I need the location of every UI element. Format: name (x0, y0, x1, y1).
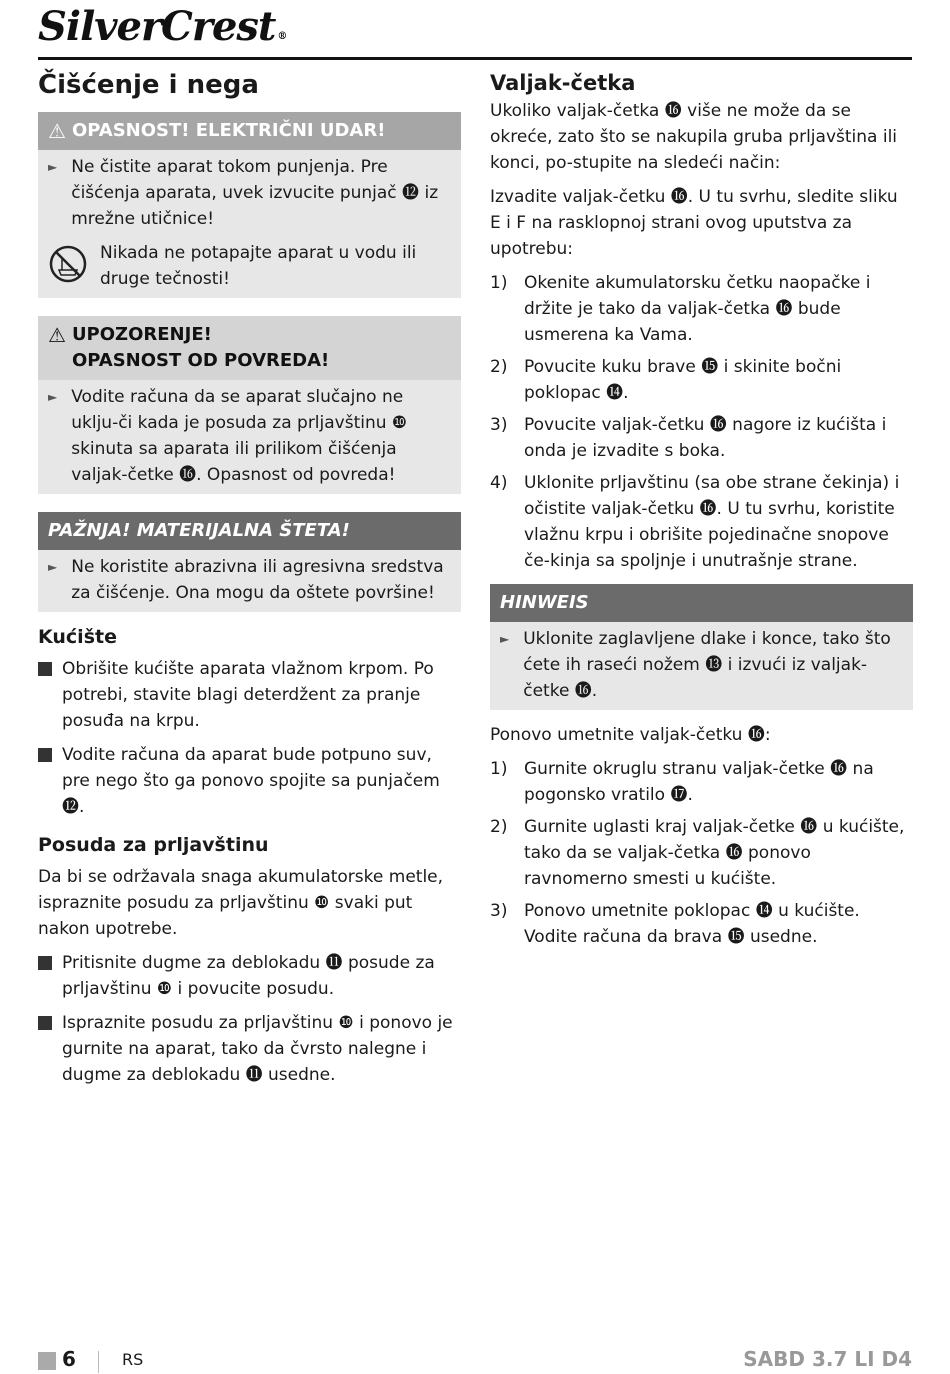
square-bullet-icon (38, 956, 52, 970)
arrow-bullet-icon: ► (48, 160, 58, 174)
list-item: 1) Gurnite okruglu stranu valjak-četke ⓰ na pogonsko vratilo ⓱. (490, 759, 874, 805)
warning-box (38, 316, 461, 494)
warning-triangle-icon: ⚠ (48, 119, 66, 143)
list-item: 1) Okenite akumulatorsku četku naopačke i držite je tako da valjak-četka ⓰ bude usmerena ka Vama. (490, 273, 871, 345)
footer-divider (98, 1351, 99, 1373)
paragraph: Ponovo umetnite valjak-četku ⓰: (490, 725, 771, 745)
section-heading-housing: Kućište (38, 626, 117, 648)
paragraph: Da bi se održavala snaga akumulatorske metle, ispraznite posudu za prljavštinu ❿ svaki put nakon upotrebe. (38, 867, 444, 939)
arrow-bullet-icon: ► (48, 390, 58, 404)
danger-heading: ⚠ OPASNOST! ELEKTRIČNI UDAR! (38, 112, 461, 150)
list-item: Vodite računa da aparat bude potpuno suv, pre nego što ga ponovo spojite sa punjačem ⓬. (38, 742, 461, 820)
hint-box (490, 584, 913, 710)
header-rule (38, 57, 912, 60)
arrow-bullet-icon: ► (500, 632, 510, 646)
square-bullet-icon (38, 748, 52, 762)
paragraph: Izvadite valjak-četku ⓰. U tu svrhu, sledite sliku E i F na rasklopnoj strani ovog uputstva za upotrebu: (490, 187, 898, 259)
list-item: Nikada ne potapajte aparat u vodu ili druge tečnosti! (48, 240, 451, 292)
list-item: ► Vodite računa da se aparat slučajno ne uklju-či kada je posuda za prljavštinu ❿ skinuta sa aparata ili prilikom čišćenja valjak-četke ⓰. Opasnost od povreda! (48, 384, 451, 488)
no-immersion-icon (48, 244, 88, 284)
language-code: RS (122, 1350, 144, 1369)
list-item: 2) Gurnite uglasti kraj valjak-četke ⓰ u kućište, tako da se valjak-četka ⓰ ponovo ravnomerno smesti u kućište. (490, 817, 905, 889)
page-marker-icon (38, 1352, 56, 1370)
paragraph: Ukoliko valjak-četka ⓰ više ne može da se okreće, zato što se nakupila gruba prljavština ili konci, po-stupite na sledeći način: (490, 101, 898, 173)
page-number: 6 (62, 1347, 76, 1371)
section-heading-container: Posuda za prljavštinu (38, 834, 269, 856)
brand-logo: SilverCrest ® (38, 3, 287, 50)
caution-box (38, 512, 461, 612)
list-item: 2) Povucite kuku brave ⓯ i skinite bočni poklopac ⓮. (490, 357, 842, 403)
list-item: 4) Uklonite prljavštinu (sa obe strane čekinja) i očistite valjak-četku ⓰. U tu svrhu, koristite vlažnu krpu i obrišite pojedinačne snopove če-kinja sa spoljnje i unutrašnje strane. (490, 473, 900, 571)
danger-box (38, 112, 461, 298)
left-column (38, 68, 461, 1096)
warning-triangle-icon: ⚠ (48, 323, 66, 347)
square-bullet-icon (38, 662, 52, 676)
hint-heading: HINWEIS (490, 584, 913, 622)
list-item: 3) Ponovo umetnite poklopac ⓮ u kućište. Vodite računa da brava ⓯ usedne. (490, 901, 860, 947)
warning-heading: ⚠ UPOZORENJE! OPASNOST OD POVREDA! (38, 316, 461, 380)
caution-heading: PAŽNJA! MATERIJALNA ŠTETA! (38, 512, 461, 550)
right-column (490, 68, 913, 956)
model-number: SABD 3.7 LI D4 (743, 1347, 912, 1371)
list-item: 3) Povucite valjak-četku ⓰ nagore iz kućišta i onda je izvadite s boka. (490, 415, 887, 461)
list-item: ► Ne koristite abrazivna ili agresivna sredstva za čišćenje. Ona mogu da oštete površine! (48, 554, 451, 606)
section-heading-brush-roll: Valjak-četka (490, 71, 636, 95)
list-item: Obrišite kućište aparata vlažnom krpom. Po potrebi, stavite blagi deterdžent za pranje posuđa na krpu. (38, 656, 461, 734)
page-title: Čišćenje i nega (38, 70, 259, 100)
arrow-bullet-icon: ► (48, 560, 58, 574)
list-item: Pritisnite dugme za deblokadu ⓫ posude za prljavštinu ❿ i povucite posudu. (38, 950, 461, 1002)
list-item: ► Uklonite zaglavljene dlake i konce, tako što ćete ih raseći nožem ⓭ i izvući iz valjak-četke ⓰. (500, 626, 903, 704)
square-bullet-icon (38, 1016, 52, 1030)
list-item: Ispraznite posudu za prljavštinu ❿ i ponovo je gurnite na aparat, tako da čvrsto nalegne i dugme za deblokadu ⓫ usedne. (38, 1010, 461, 1088)
list-item: ► Ne čistite aparat tokom punjenja. Pre čišćenja aparata, uvek izvucite punjač ⓬ iz mrežne utičnice! (48, 154, 451, 232)
